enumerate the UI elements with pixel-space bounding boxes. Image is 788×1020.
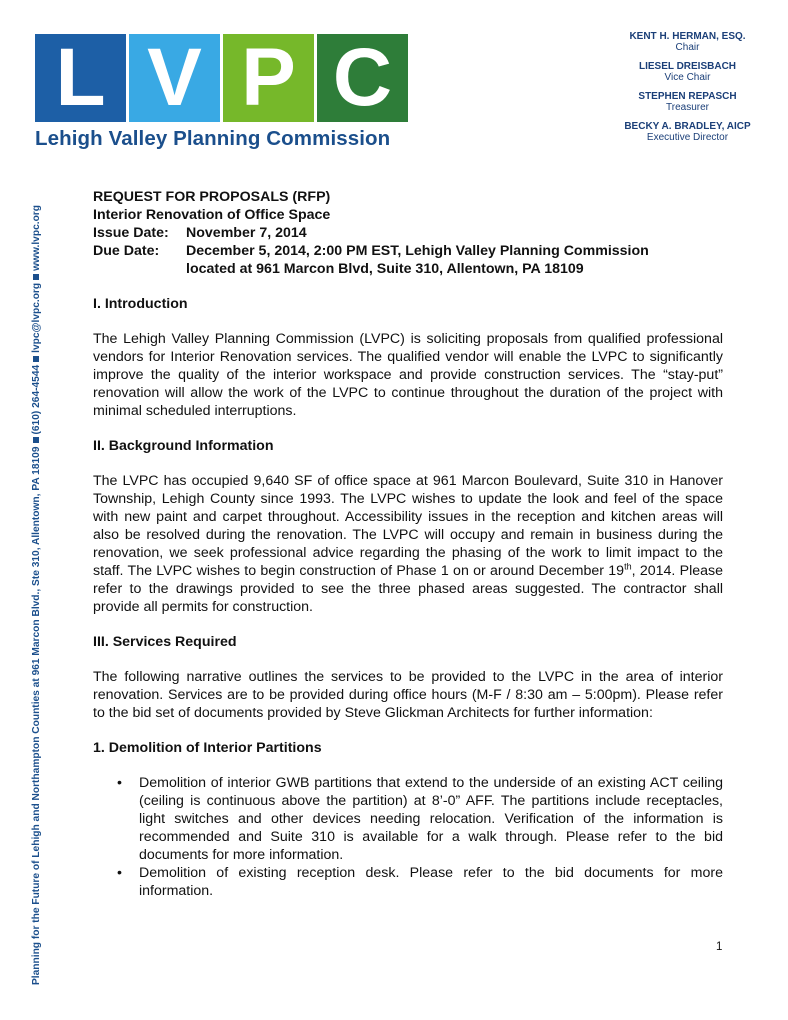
officer xyxy=(590,61,785,83)
introduction-paragraph: The Lehigh Valley Planning Commission (LVPC) is soliciting proposals from qualified professional vendors for Interior Renovation services. The qualified vendor will enable the LVPC to significantly improve the quality of the interior workspace and provide construction services. The “stay-put” renovation will allow the work of the LVPC to continue throughout the duration of the project with minimal scheduled interruptions. xyxy=(93,331,723,419)
background-paragraph xyxy=(93,472,723,616)
issue-date-label: Issue Date: xyxy=(93,225,169,241)
logo-tile-p: P xyxy=(223,34,314,122)
section-title-demolition: 1. Demolition of Interior Partitions xyxy=(93,740,322,756)
sidebar-email[interactable]: lvpc@lvpc.org xyxy=(31,282,42,353)
officer-title: Chair xyxy=(675,42,700,53)
background-superscript: th xyxy=(624,561,632,572)
list-item-text: Demolition of interior GWB partitions that extend to the underside of an existing ACT ceiling (ceiling is continuous above the partition) at 8’-0” AFF. The partitions include receptacles, light switches and other devices needing relocation. Verification of the information is recommended and Suite 310 is available for a walk through. Please refer to the bid documents for more information. xyxy=(139,775,723,863)
officer-title: Executive Director xyxy=(646,132,729,143)
logo-tile-c: C xyxy=(317,34,408,122)
officer-name: BECKY A. BRADLEY, AICP xyxy=(624,121,751,132)
due-date-row xyxy=(93,242,723,278)
square-bullet-icon xyxy=(33,274,39,280)
officer-name: STEPHEN REPASCH xyxy=(638,91,737,102)
issue-date-value: November 7, 2014 xyxy=(186,225,307,241)
rfp-subtitle: Interior Renovation of Office Space xyxy=(93,207,331,223)
officers-list xyxy=(590,31,785,151)
rfp-title: REQUEST FOR PROPOSALS (RFP) xyxy=(93,189,331,205)
officer-title: Treasurer xyxy=(666,102,709,113)
officer xyxy=(590,31,785,53)
officer xyxy=(590,91,785,113)
due-date-value xyxy=(186,242,649,278)
due-date-line-2: located at 961 Marcon Blvd, Suite 310, Allentown, PA 18109 xyxy=(186,261,584,277)
section-title-services: III. Services Required xyxy=(93,634,237,650)
due-date-label: Due Date: xyxy=(93,243,160,259)
list-item xyxy=(93,864,723,900)
sidebar-phone: (610) 264-4544 xyxy=(31,364,42,435)
bullet-icon: • xyxy=(117,865,122,881)
officer-title: Vice Chair xyxy=(664,72,711,83)
demolition-list xyxy=(93,774,723,900)
logo-caption: Lehigh Valley Planning Commission xyxy=(35,127,391,150)
services-paragraph: The following narrative outlines the services to be provided to the LVPC in the area of interior renovation. Services are to be provided during office hours (M-F / 8:30 am – 5:00pm). Please refer to the bid set of documents provided by Steve Glickman Architects for further information: xyxy=(93,669,723,721)
list-item xyxy=(93,774,723,864)
section-title-introduction: I. Introduction xyxy=(93,296,188,312)
officer-name: KENT H. HERMAN, ESQ. xyxy=(629,31,746,42)
logo-tile-v: V xyxy=(129,34,220,122)
list-item-text: Demolition of existing reception desk. Please refer to the bid documents for more information. xyxy=(139,865,723,899)
officer xyxy=(590,121,785,143)
logo-tile-l: L xyxy=(35,34,126,122)
background-text-a: The LVPC has occupied 9,640 SF of office space at 961 Marcon Boulevard, Suite 310 in Hanover Township, Lehigh County since 1993. The LVPC wishes to update the look and feel of the space with new paint and carpet throughout. Accessibility issues in the reception and kitchen areas will also be resolved during the renovation. The LVPC will occupy and remain in business during the renovation, we seek professional advice regarding the phasing of the work to limit impact to the staff. The LVPC wishes to begin construction of Phase 1 on or around December 19 xyxy=(93,473,723,579)
logo-tiles xyxy=(35,34,408,122)
vertical-contact-sidebar xyxy=(29,159,45,985)
bullet-icon: • xyxy=(117,775,122,791)
due-date-line-1: December 5, 2014, 2:00 PM EST, Lehigh Valley Planning Commission xyxy=(186,243,649,259)
page-number: 1 xyxy=(716,941,723,953)
background-text-b: , 2014. Please refer to the drawings provided to see the three phased areas suggested. The contractor shall provide all permits for construction. xyxy=(93,563,724,615)
issue-date-row xyxy=(93,224,723,242)
document-body xyxy=(93,188,723,900)
section-title-background: II. Background Information xyxy=(93,438,274,454)
officer-name: LIESEL DREISBACH xyxy=(638,61,737,72)
square-bullet-icon xyxy=(33,356,39,362)
sidebar-address: Planning for the Future of Lehigh and Northampton Counties at 961 Marcon Blvd., Ste 310, Allentown, PA 18109 xyxy=(31,446,42,985)
square-bullet-icon xyxy=(33,438,39,444)
lvpc-logo xyxy=(35,34,408,151)
sidebar-website[interactable]: www.lvpc.org xyxy=(31,205,42,271)
